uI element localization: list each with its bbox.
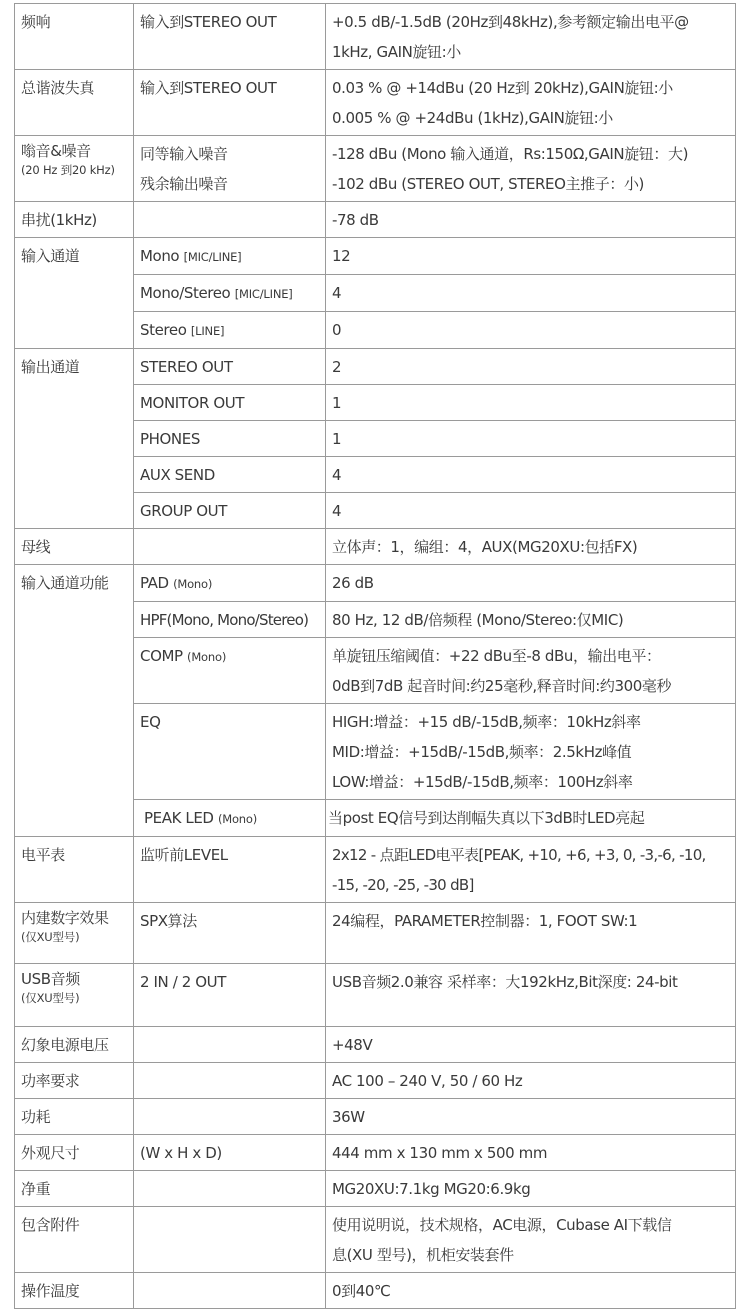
row-input-channels-mono xyxy=(15,238,736,275)
sub-output-stereo-out: STEREO OUT xyxy=(134,349,326,385)
value-weight: MG20XU:7.1kg MG20:6.9kg xyxy=(326,1171,736,1207)
row-crosstalk xyxy=(15,202,736,238)
row-phantom xyxy=(15,1027,736,1063)
value-power-requirement: AC 100 – 240 V, 50 / 60 Hz xyxy=(326,1063,736,1099)
label-temperature: 操作温度 xyxy=(15,1273,134,1309)
label-input-channels: 输入通道 xyxy=(15,238,134,349)
value-input-stereo: 0 xyxy=(326,312,736,349)
sub-output-group-out: GROUP OUT xyxy=(134,493,326,529)
sub-function-pad: PAD (Mono) xyxy=(134,565,326,602)
value-frequency-response: +0.5 dB/-1.5dB (20Hz到48kHz),参考额定输出电平@ 1kHz, GAIN旋钮:小 xyxy=(326,4,736,70)
value-input-mono: 12 xyxy=(326,238,736,275)
row-dsp xyxy=(15,903,736,964)
label-thd: 总谐波失真 xyxy=(15,70,134,136)
label-dsp: 内建数字效果 (仅XU型号) xyxy=(15,903,134,964)
sub-power-consumption xyxy=(134,1099,326,1135)
label-weight: 净重 xyxy=(15,1171,134,1207)
label-crosstalk: 串扰(1kHz) xyxy=(15,202,134,238)
row-frequency-response xyxy=(15,4,736,70)
spec-table xyxy=(14,3,736,1309)
row-usb-audio xyxy=(15,964,736,1027)
label-frequency-response: 频响 xyxy=(15,4,134,70)
row-thd xyxy=(15,70,736,136)
label-usb-audio: USB音频 (仅XU型号) xyxy=(15,964,134,1027)
value-power-consumption: 36W xyxy=(326,1099,736,1135)
value-input-monostereo: 4 xyxy=(326,275,736,312)
value-function-peak: 当post EQ信号到达削幅失真以下3dB时LED亮起 xyxy=(326,800,736,837)
sub-power-requirement xyxy=(134,1063,326,1099)
row-bus xyxy=(15,529,736,565)
value-dimensions: 444 mm x 130 mm x 500 mm xyxy=(326,1135,736,1171)
value-output-stereo-out: 2 xyxy=(326,349,736,385)
value-output-aux-send: 4 xyxy=(326,457,736,493)
sub-output-aux-send: AUX SEND xyxy=(134,457,326,493)
row-noise xyxy=(15,136,736,202)
label-meter: 电平表 xyxy=(15,837,134,903)
sub-bus xyxy=(134,529,326,565)
sub-weight xyxy=(134,1171,326,1207)
sub-input-monostereo: Mono/Stereo [MIC/LINE] xyxy=(134,275,326,312)
sub-meter: 监听前LEVEL xyxy=(134,837,326,903)
label-power-consumption: 功耗 xyxy=(15,1099,134,1135)
sub-usb-audio: 2 IN / 2 OUT xyxy=(134,964,326,1027)
label-bus: 母线 xyxy=(15,529,134,565)
value-usb-audio: USB音频2.0兼容 采样率：大192kHz,Bit深度: 24-bit xyxy=(326,964,736,1027)
sub-function-hpf: HPF(Mono, Mono/Stereo) xyxy=(134,602,326,638)
value-phantom: +48V xyxy=(326,1027,736,1063)
value-output-phones: 1 xyxy=(326,421,736,457)
label-output-channels: 输出通道 xyxy=(15,349,134,529)
value-temperature: 0到40℃ xyxy=(326,1273,736,1309)
sub-output-phones: PHONES xyxy=(134,421,326,457)
sub-dsp: SPX算法 xyxy=(134,903,326,964)
value-dsp: 24编程，PARAMETER控制器：1, FOOT SW:1 xyxy=(326,903,736,964)
value-output-monitor-out: 1 xyxy=(326,385,736,421)
sub-temperature xyxy=(134,1273,326,1309)
sub-output-monitor-out: MONITOR OUT xyxy=(134,385,326,421)
sub-function-peak: PEAK LED (Mono) xyxy=(134,800,326,837)
sub-crosstalk xyxy=(134,202,326,238)
sub-dimensions: (W x H x D) xyxy=(134,1135,326,1171)
row-dimensions xyxy=(15,1135,736,1171)
sub-function-comp: COMP (Mono) xyxy=(134,638,326,704)
row-weight xyxy=(15,1171,736,1207)
value-function-pad: 26 dB xyxy=(326,565,736,602)
row-function-pad xyxy=(15,565,736,602)
value-bus: 立体声：1，编组：4，AUX(MG20XU:包括FX) xyxy=(326,529,736,565)
label-noise: 嗡音&噪音 (20 Hz 到20 kHz) xyxy=(15,136,134,202)
row-output-stereo-out xyxy=(15,349,736,385)
value-accessories: 使用说明说，技术规格，AC电源，Cubase AI下载信 息(XU 型号)，机柜安装套件 xyxy=(326,1207,736,1273)
label-accessories: 包含附件 xyxy=(15,1207,134,1273)
sub-thd: 输入到STEREO OUT xyxy=(134,70,326,136)
label-power-requirement: 功率要求 xyxy=(15,1063,134,1099)
sub-function-eq: EQ xyxy=(134,704,326,800)
value-function-eq: HIGH:增益：+15 dB/-15dB,频率：10kHz斜率 MID:增益：+15dB/-15dB,频率：2.5kHz峰值 LOW:增益：+15dB/-15dB,频率：100Hz斜率 xyxy=(326,704,736,800)
value-function-comp: 单旋钮压缩阈值：+22 dBu至-8 dBu，输出电平： 0dB到7dB 起音时间:约25毫秒,释音时间:约300毫秒 xyxy=(326,638,736,704)
row-meter xyxy=(15,837,736,903)
row-power-requirement xyxy=(15,1063,736,1099)
sub-frequency-response: 输入到STEREO OUT xyxy=(134,4,326,70)
sub-accessories xyxy=(134,1207,326,1273)
sub-input-mono: Mono [MIC/LINE] xyxy=(134,238,326,275)
value-output-group-out: 4 xyxy=(326,493,736,529)
row-accessories xyxy=(15,1207,736,1273)
row-power-consumption xyxy=(15,1099,736,1135)
value-meter: 2x12 - 点距LED电平表[PEAK, +10, +6, +3, 0, -3,-6, -10, -15, -20, -25, -30 dB] xyxy=(326,837,736,903)
sub-input-stereo: Stereo [LINE] xyxy=(134,312,326,349)
sub-noise: 同等输入噪音 残余输出噪音 xyxy=(134,136,326,202)
row-temperature xyxy=(15,1273,736,1309)
value-crosstalk: -78 dB xyxy=(326,202,736,238)
label-dimensions: 外观尺寸 xyxy=(15,1135,134,1171)
value-function-hpf: 80 Hz, 12 dB/倍频程 (Mono/Stereo:仅MIC) xyxy=(326,602,736,638)
label-phantom: 幻象电源电压 xyxy=(15,1027,134,1063)
value-noise: -128 dBu (Mono 输入通道，Rs:150Ω,GAIN旋钮：大) -102 dBu (STEREO OUT, STEREO主推子：小) xyxy=(326,136,736,202)
label-input-functions: 输入通道功能 xyxy=(15,565,134,837)
value-thd: 0.03 % @ +14dBu (20 Hz到 20kHz),GAIN旋钮:小 0.005 % @ +24dBu (1kHz),GAIN旋钮:小 xyxy=(326,70,736,136)
sub-phantom xyxy=(134,1027,326,1063)
